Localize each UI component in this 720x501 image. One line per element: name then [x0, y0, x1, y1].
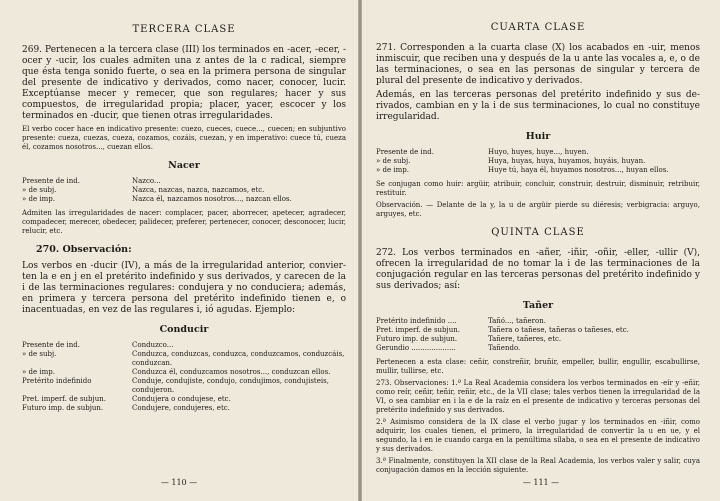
table-row — [22, 350, 346, 368]
row-label: Pretérito indefinido — [22, 377, 92, 385]
page-number-left: — 110 — — [160, 478, 198, 487]
table-row — [376, 344, 700, 353]
row-label: Pret. imperf. de subjun. — [376, 326, 460, 334]
observation-heading: 270. Observación: — [36, 244, 132, 255]
row-forms: Condujere, condujeres, etc. — [132, 404, 230, 412]
left-section-title: TERCERA CLASE — [132, 24, 236, 35]
nacer-table — [22, 177, 346, 204]
row-label: » de imp. — [22, 195, 55, 203]
table-row — [22, 177, 346, 186]
paragraph-270: Los verbos en -ducir (IV), a más de la irregularidad anterior, convierten la e en j en el pretérito indefinido y sus derivados, y carecen de la i de las terminaciones regulares: condujera y no conduciera; además, en primera y tercera persona del pretérito indefinido tienen e, o inacentuadas, en vez de las regulares i, ió agudas. Ejemplo: — [22, 261, 346, 315]
row-forms: Nazco... — [132, 177, 161, 185]
row-forms: Tañere, tañeres, etc. — [488, 335, 562, 343]
row-forms: Huya, huyas, huya, huyamos, huyáis, huyan. — [488, 157, 646, 165]
table-row — [376, 157, 700, 166]
row-forms: Tañera o tañese, tañeras o tañeses, etc. — [488, 326, 629, 334]
taner-note: Pertenecen a esta clase: ceñir, constreñir, bruñir, empeller, bullir, engullir, escabullirse, mullir, tullirse, etc. — [376, 358, 700, 375]
row-forms: Huyo, huyes, huye..., huyen. — [488, 148, 589, 156]
huir-table — [376, 148, 700, 175]
nacer-heading: Nacer — [168, 160, 200, 171]
row-label: » de subj. — [22, 186, 57, 194]
paragraph-273c: 3.ª Finalmente, constituyen la XII clase de la Real Academia, los verbos valer y salir, cuya conjugación damos en la lección siguiente. — [376, 457, 700, 474]
table-row — [376, 326, 700, 335]
row-label: » de subj. — [22, 350, 57, 358]
conducir-table — [22, 341, 346, 413]
row-forms: Conduzca, conduzcas, conduzca, conduzcamos, conduzcáis, conduzcan. — [132, 350, 345, 367]
row-forms: Conduzco... — [132, 341, 174, 349]
row-forms: Conduje, condujiste, condujo, condujimos, condujisteis, condujeron. — [132, 377, 329, 394]
table-row — [22, 341, 346, 350]
right-section-title: CUARTA CLASE — [490, 22, 586, 33]
table-row — [22, 186, 346, 195]
table-row — [376, 335, 700, 344]
row-label: Futuro imp. de subjun. — [376, 335, 458, 343]
table-row — [376, 317, 700, 326]
taner-table — [376, 317, 700, 353]
row-label: Presente de ind. — [22, 341, 80, 349]
taner-heading: Tañer — [522, 300, 554, 311]
huir-note: Se conjugan como huir: argüir, atribuir, concluir, construir, destruir, disminuir, retribuir, restituir. — [376, 180, 700, 197]
page-number-right: — 111 — — [522, 478, 560, 487]
row-forms: Tañendo. — [488, 344, 521, 352]
paragraph-271b: Además, en las terceras personas del pretérito indefinido y sus derivados, cambian en y la i de sus terminaciones, lo cual no constituye irregularidad. — [376, 90, 700, 122]
nacer-note: Admiten las irregularidades de nacer: complacer, pacer, aborrecer, apetecer, agradecer, compadecer, merecer, obedecer, palidecer, preferer, pertenecer, conocer, desconocer, lucir, relucir, etc. — [22, 209, 346, 235]
paragraph-272: 272. Los verbos terminados en -añer, -iñir, -oñir, -eller, -ullir (V), ofrecen la irregularidad de no tomar la i de las terminaciones de la conjugación regular en las terceras personas del pretérito indefinido y sus derivados; así: — [376, 248, 700, 291]
row-forms: Condujera o condujese, etc. — [132, 395, 231, 403]
table-row — [376, 148, 700, 157]
left-page — [0, 0, 358, 501]
row-label: Gerundio .................... — [376, 344, 456, 352]
row-forms: Conduzca él, conduzcamos nosotros..., conduzcan ellos. — [132, 368, 331, 376]
row-forms: Huye tú, haya él, huyamos nosotros..., huyan ellos. — [488, 166, 669, 174]
huir-heading: Huir — [525, 131, 551, 142]
row-forms: Nazca, nazcas, nazca, nazcamos, etc. — [132, 186, 265, 194]
row-forms: Tañó..., tañeron. — [488, 317, 546, 325]
row-label: Presente de ind. — [376, 148, 434, 156]
table-row — [22, 195, 346, 204]
row-label: » de imp. — [376, 166, 409, 174]
quinta-clase-title: QUINTA CLASE — [491, 227, 585, 238]
paragraph-269: 269. Pertenecen a la tercera clase (III) los terminados en -acer, -ecer, -ocer y -ucir, los cuales admiten una z antes de la c radical, siempre que ésta tenga sonido fuerte, o sea en la primera persona de singular del presente de indicativo y derivados, como nacer, conocer, lucir. Exceptúanse mecer y remecer, que son regulares; hacer y sus compuestos, de irregularidad propia; placer, yacer, escocer y los terminados en -ducir, que tienen otras irregularidades. — [22, 45, 346, 121]
row-label: Futuro imp. de subjun. — [22, 404, 104, 412]
row-label: Pret. imperf. de subjun. — [22, 395, 106, 403]
row-label: » de subj. — [376, 157, 411, 165]
huir-observation: Observación. — Delante de la y, la u de argüir pierde su diéresis; verbigracia: arguyo, arguyes, etc. — [376, 201, 700, 218]
cocer-note: El verbo cocer hace en indicativo presente: cuezo, cueces, cuece..., cuecen; en subjuntivo presente: cueza, cuezas, cueza, cozamos, cozáis, cuezan, y en imperativo: cuece tú, cueza él, cozamos nosotros..., cuezan ellos. — [22, 125, 346, 151]
conducir-heading: Conducir — [159, 324, 209, 335]
table-row — [22, 377, 346, 395]
row-label: » de imp. — [22, 368, 55, 376]
table-row — [22, 395, 346, 404]
table-row — [22, 404, 346, 413]
table-row — [22, 368, 346, 377]
paragraph-273b: 2.ª Asimismo considera de la IX clase el verbo jugar y los terminados en -iñir, como adquirir, los cuales tienen, el primero, la irregularidad de convertir la u en ue, y el segundo, la i en ie cuando carga en la penúltima sílaba, o sea en el presente de indicativo y sus derivados. — [376, 418, 700, 453]
row-label: Pretérito indefinido .... — [376, 317, 457, 325]
paragraph-273: 273. Observaciones: 1.ª La Real Academia considera los verbos terminados en -eír y -eñir, como reír, ceñir, teñir, reñir, etc., de la VII clase; tales verbos tienen la irregularidad de la VI, o sea cambiar en i la e de la raíz en el presente de indicativo y terceras personas del pretérito indefinido y sus derivados. — [376, 379, 700, 414]
row-label: Presente de ind. — [22, 177, 80, 185]
right-page — [362, 0, 720, 501]
row-forms: Nazca él, nazcamos nosotros..., nazcan ellos. — [132, 195, 292, 203]
table-row — [376, 166, 700, 175]
paragraph-271: 271. Corresponden a la cuarta clase (X) los acabados en -uir, menos inmiscuir, que reciben una y después de la u ante las vocales a, e, o de las terminaciones, o sea en las personas de singular y tercera de plural del presente de indicativo y derivados. — [376, 43, 700, 86]
